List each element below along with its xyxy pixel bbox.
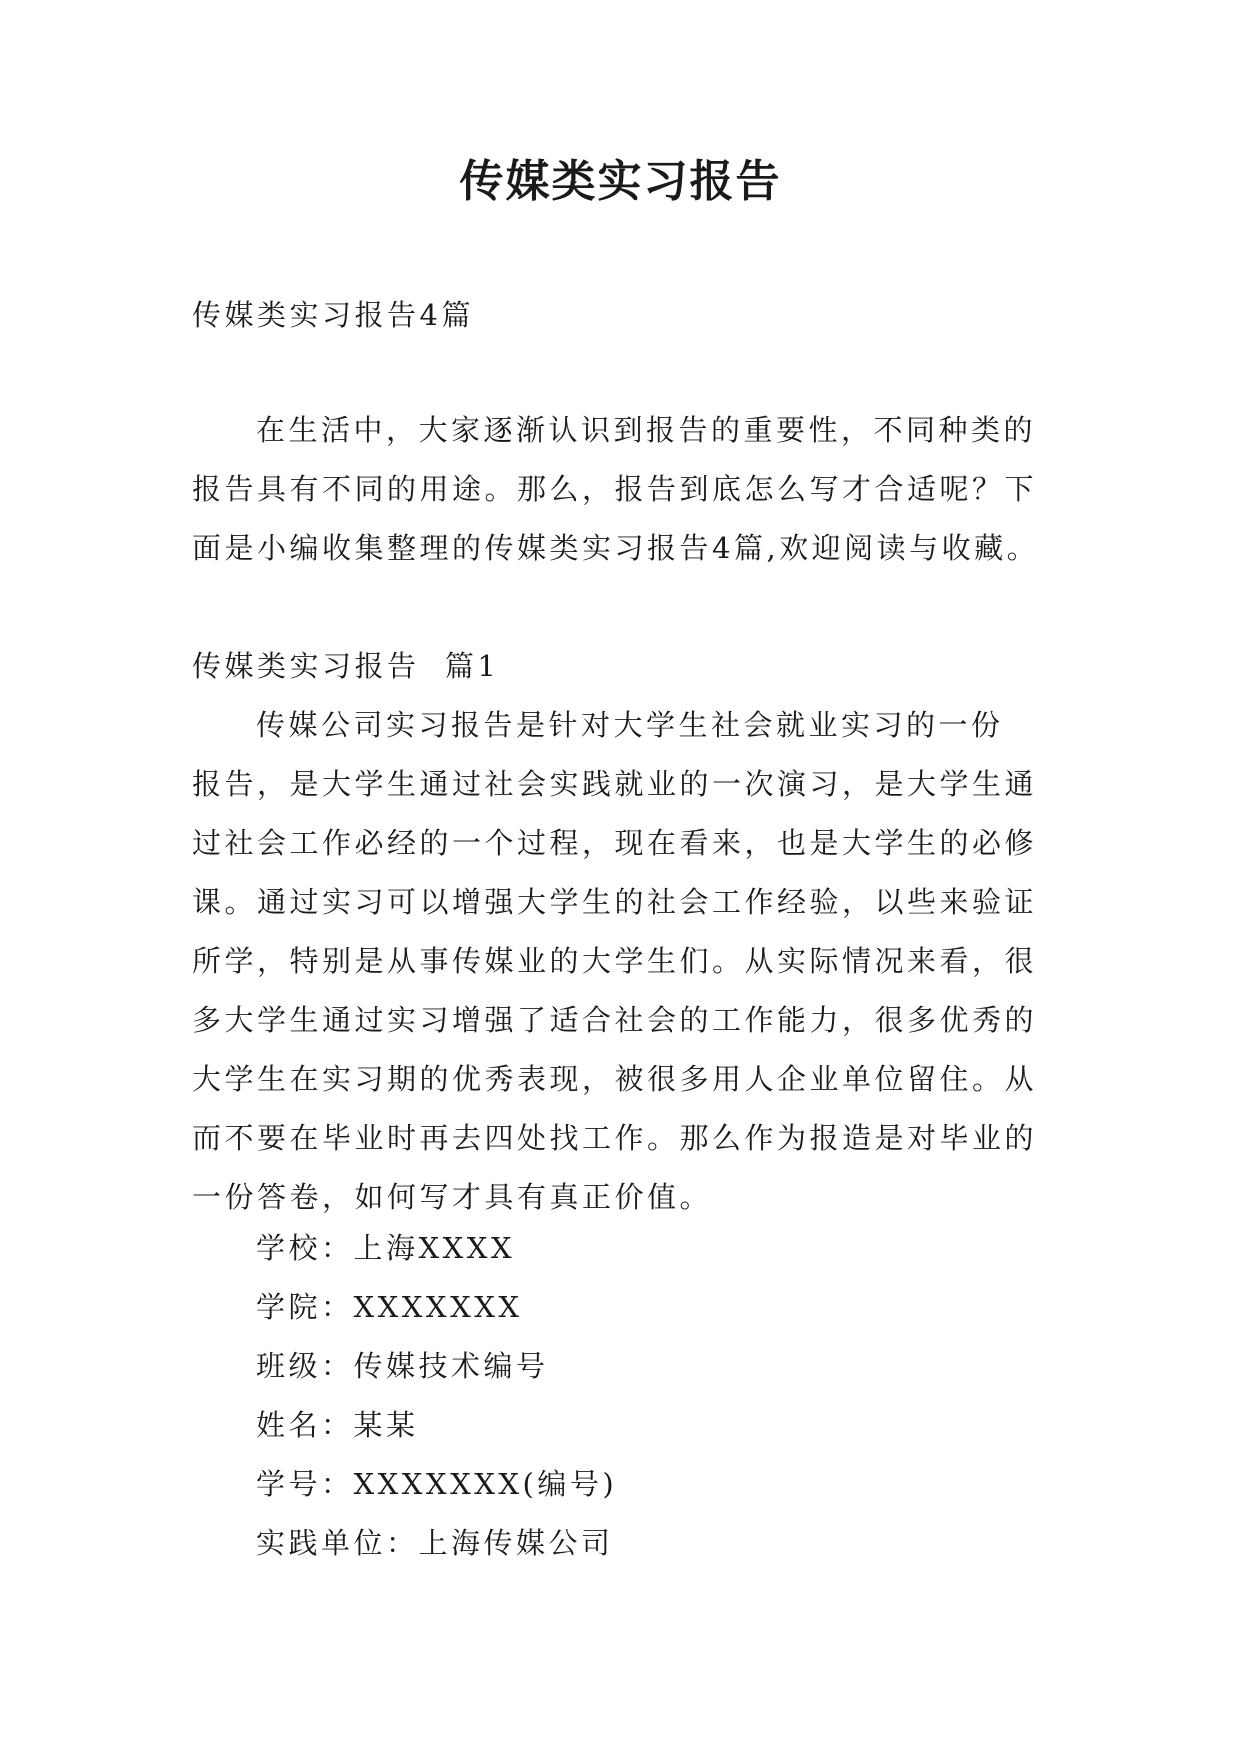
intro-line: 报告具有不同的用途。那么，报告到底怎么写才合适呢？下	[192, 472, 1038, 506]
info-practice-unit: 实践单位：上海传媒公司	[256, 1526, 614, 1560]
info-college: 学院：XXXXXXX	[256, 1290, 523, 1324]
section-heading	[192, 637, 1052, 696]
info-name: 姓名：某某	[256, 1408, 419, 1442]
document-subtitle	[192, 286, 1052, 345]
info-student-id: 学号：XXXXXXX(编号)	[256, 1467, 618, 1501]
body-line: 多大学生通过实习增强了适合社会的工作能力，很多优秀的	[192, 1003, 1038, 1037]
info-school: 学校：上海XXXX	[256, 1231, 516, 1265]
intro-line: 在生活中，大家逐渐认识到报告的重要性，不同种类的	[256, 413, 1037, 447]
body-line: 过社会工作必经的一个过程，现在看来，也是大学生的必修	[192, 826, 1038, 860]
intro-paragraph	[192, 401, 1052, 578]
body-line: 传媒公司实习报告是针对大学生社会就业实习的一份	[256, 708, 1004, 742]
info-class: 班级：传媒技术编号	[256, 1349, 549, 1383]
body-line: 课。通过实习可以增强大学生的社会工作经验，以些来验证	[192, 885, 1038, 919]
student-info-list	[192, 1219, 1052, 1573]
body-line: 而不要在毕业时再去四处找工作。那么作为报造是对毕业的	[192, 1121, 1038, 1155]
intro-line: 面是小编收集整理的传媒类实习报告4篇,欢迎阅读与收藏。	[192, 531, 1040, 565]
section-heading-text: 传媒类实习报告 篇1	[192, 649, 500, 683]
document-title: 传媒类实习报告	[459, 156, 782, 207]
subtitle-line: 传媒类实习报告4篇	[192, 298, 474, 332]
body-line: 大学生在实习期的优秀表现，被很多用人企业单位留住。从	[192, 1062, 1038, 1096]
body-paragraph	[192, 696, 1052, 1227]
body-line: 所学，特别是从事传媒业的大学生们。从实际情况来看，很	[192, 944, 1038, 978]
body-line: 报告，是大学生通过社会实践就业的一次演习，是大学生通	[192, 767, 1038, 801]
body-line: 一份答卷，如何写才具有真正价值。	[192, 1180, 713, 1214]
